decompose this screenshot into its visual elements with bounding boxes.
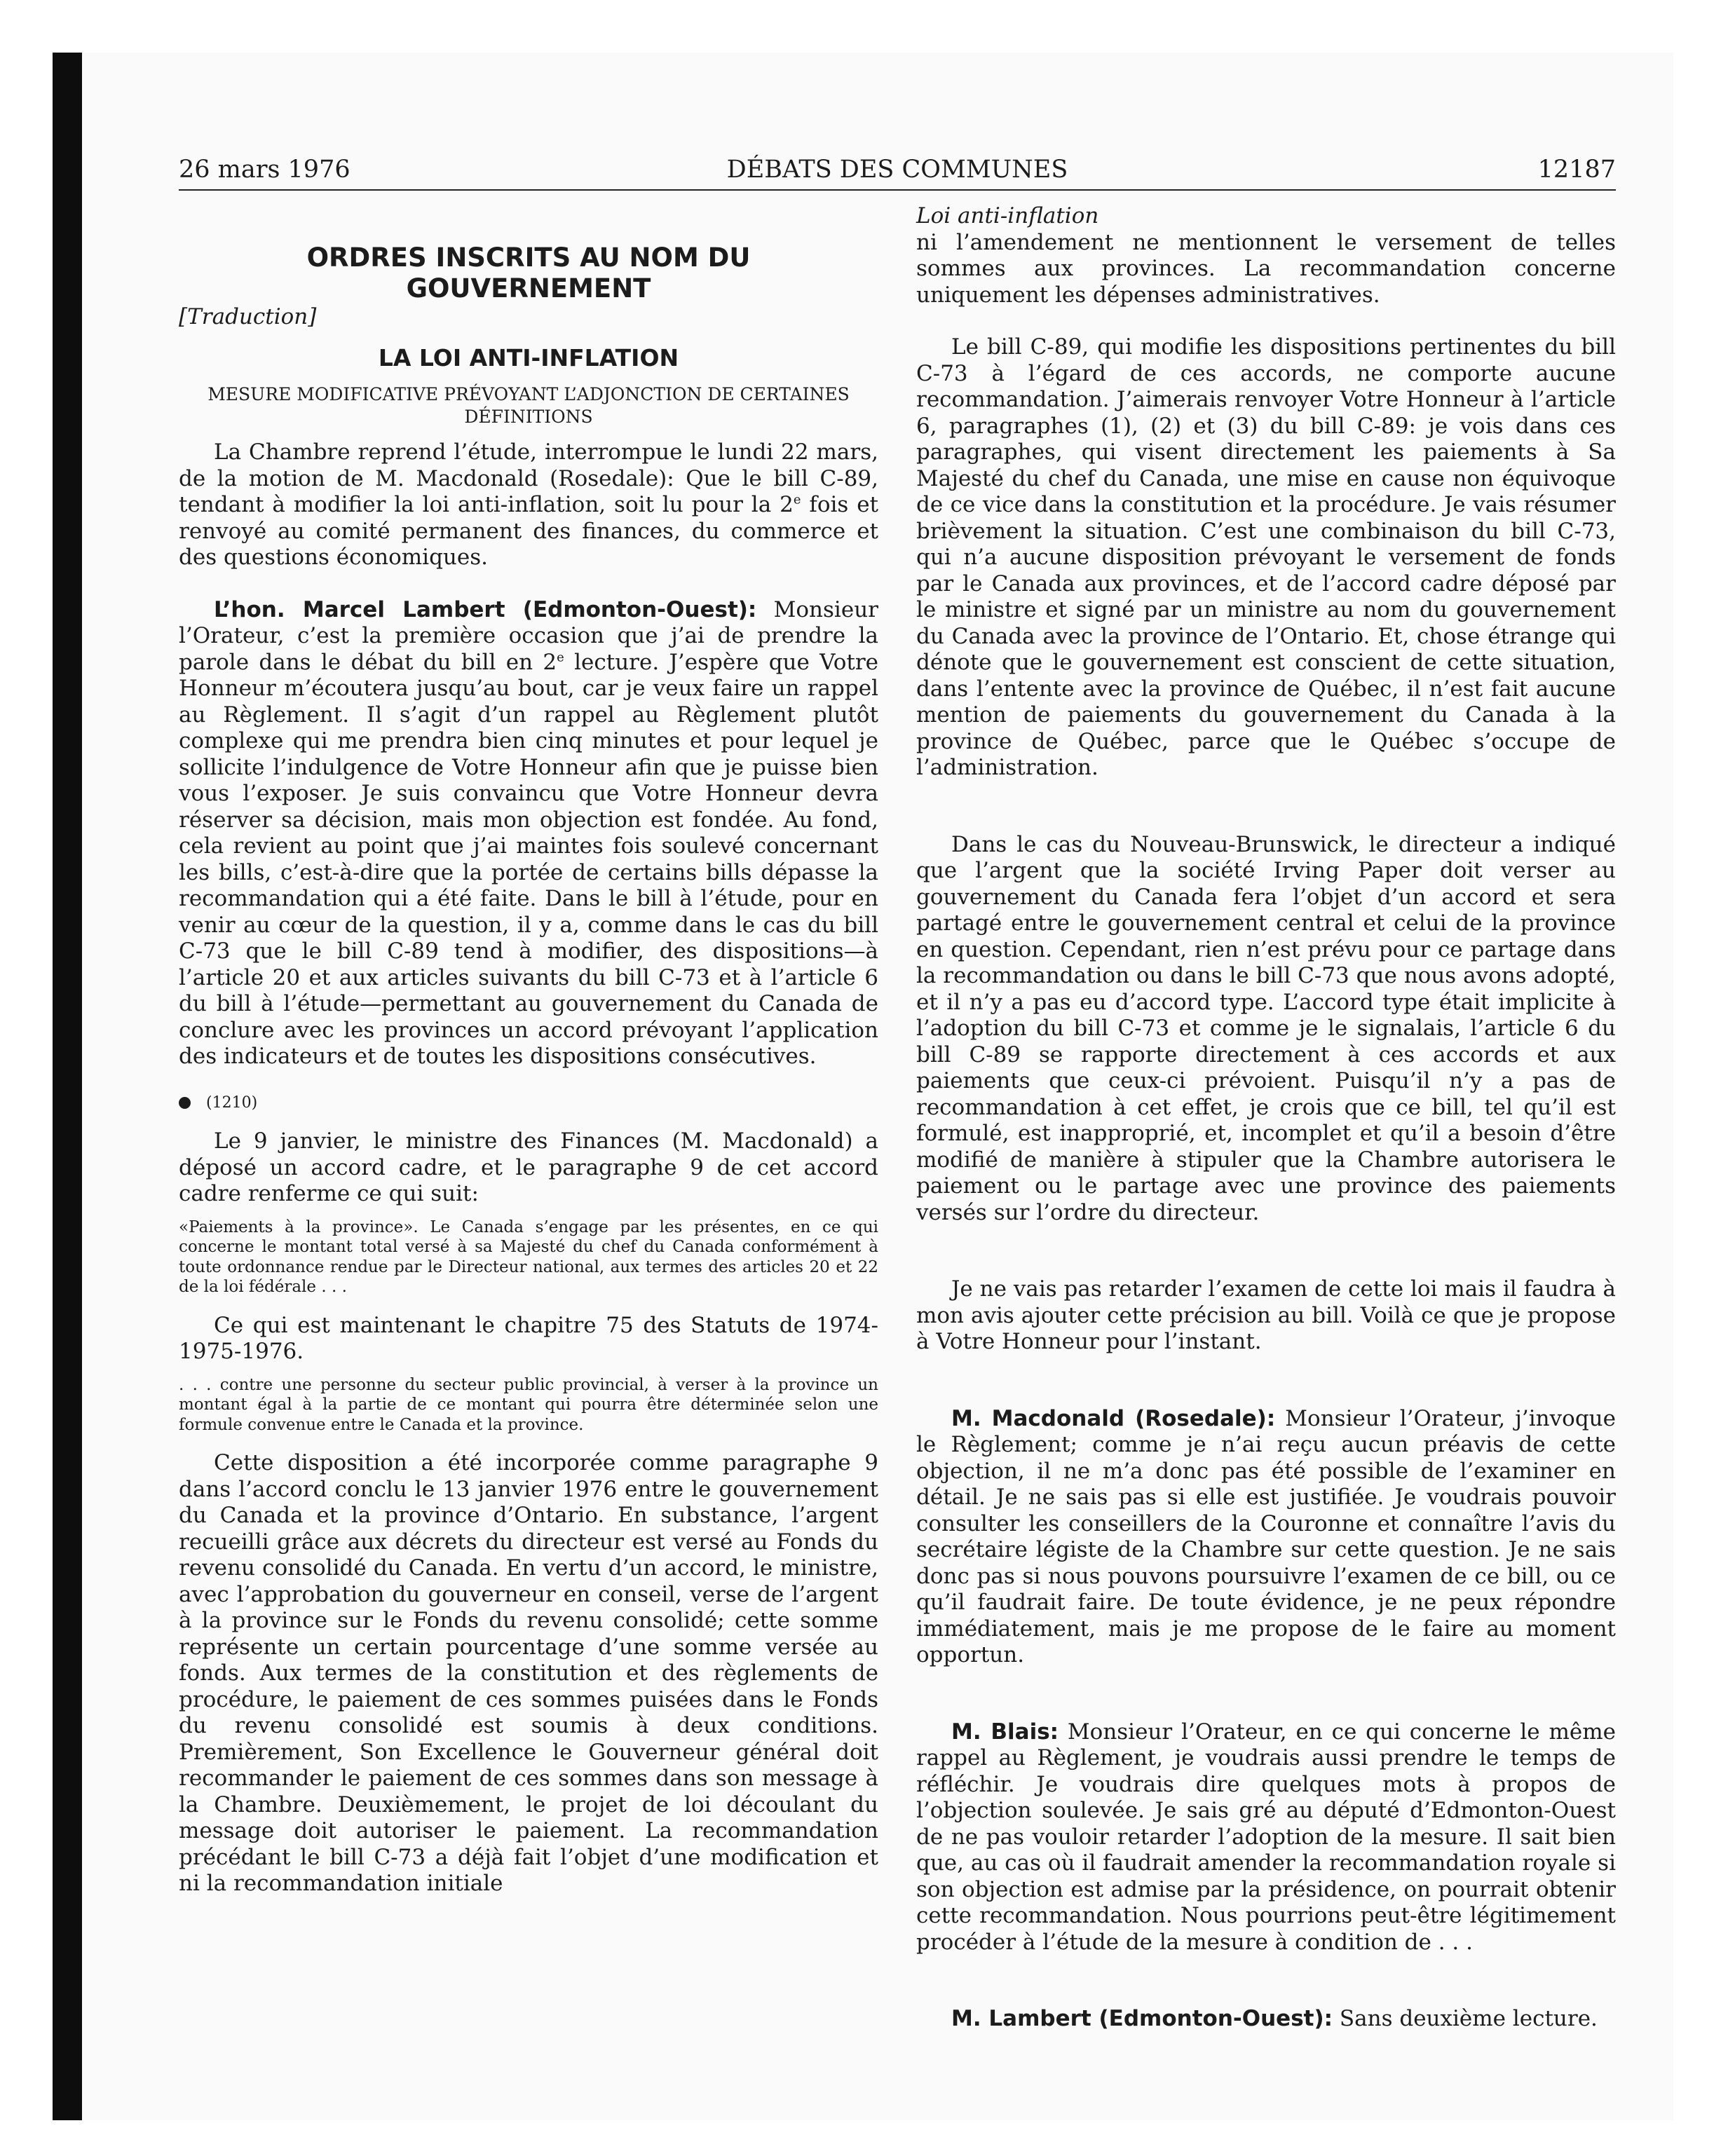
- page-number: 12187: [1537, 156, 1616, 184]
- bullet-icon: [179, 1097, 191, 1109]
- scan-border: [53, 53, 82, 2120]
- header-date: 26 mars 1976: [179, 156, 351, 184]
- column-caption: Loi anti-inflation: [916, 203, 1099, 228]
- paragraph-chapter: Ce qui est maintenant le chapitre 75 des Statuts de 1974-1975-1976.: [179, 1312, 878, 1364]
- block-quote: «Paiements à la province». Le Canada s’engage par les présentes, en ce qui concerne le montant total versé à sa Majesté du chef du Canada conformément à toute ordonnance rendue par le Directeur national, aux termes des articles 20 et 22 de la loi fédérale . . .: [179, 1217, 878, 1296]
- speaker-name: L’hon. Marcel Lambert (Edmonton-Ouest):: [214, 596, 757, 622]
- time-marker: (1210): [179, 1090, 878, 1117]
- paragraph-blais: M. Blais: Monsieur l’Orateur, en ce qui concerne le même rappel au Règlement, je voudrais aussi prendre le temps de réfléchir. Je voudrais dire quelques mots à propos de l’objection soulevée. Je sais gré au député d’Edmonton-Ouest de ne pas vouloir retarder l’adoption de la mesure. Il sait bien que, au cas où il faudrait amender la recommandation royale si son objection est admise par la présidence, on pourrait obtenir cette recommandation. Nous pourrions peut-être légitimement procéder à l’étude de la mesure à condition de . . .: [916, 1719, 1616, 1955]
- header-title: DÉBATS DES COMMUNES: [726, 156, 1068, 184]
- sub-heading: MESURE MODIFICATIVE PRÉVOYANT L’ADJONCTION DE CERTAINES DÉFINITIONS: [207, 384, 850, 427]
- block-quote: . . . contre une personne du secteur public provincial, à verser à la province un montant égal à la partie de ce montant qui pourra être déterminée selon une formule convenue entre le Canada et la province.: [179, 1375, 878, 1434]
- running-header: [179, 156, 1616, 191]
- bill-heading: LA LOI ANTI-INFLATION: [378, 343, 679, 371]
- right-column: [916, 203, 1616, 2033]
- section-heading: ORDRES INSCRITS AU NOM DU GOUVERNEMENT: [306, 243, 751, 303]
- paragraph-motion: La Chambre reprend l’étude, interrompue le lundi 22 mars, de la motion de M. Macdonald (Rosedale): Que le bill C-89, tendant à modifier la loi anti-inflation, soit lu pour la 2e fois et renvoyé au comité permanent des finances, du commerce et des questions économiques.: [179, 439, 878, 570]
- paragraph-accord: Le 9 janvier, le ministre des Finances (M. Macdonald) a déposé un accord cadre, et le paragraphe 9 de cet accord cadre renferme ce qui suit:: [179, 1128, 878, 1206]
- paragraph-continued: ni l’amendement ne mentionnent le versement de telles sommes aux provinces. La recommandation concerne uniquement les dépenses administratives.: [916, 229, 1616, 308]
- speaker-name: M. Blais:: [951, 1719, 1059, 1745]
- speaker-name: M. Lambert (Edmonton-Ouest):: [951, 2006, 1333, 2031]
- speaker-name: M. Macdonald (Rosedale):: [951, 1405, 1276, 1431]
- left-column: [179, 203, 878, 1897]
- paragraph-lambert-reply: M. Lambert (Edmonton-Ouest): Sans deuxième lecture.: [951, 2006, 1598, 2031]
- paragraph-nouveau-brunswick: Dans le cas du Nouveau-Brunswick, le directeur a indiqué que l’argent que la société Irving Paper doit verser au gouvernement du Canada fera l’objet d’un accord et sera partagé entre le gouvernement central et celui de la province en question. Cependant, rien n’est prévu pour ce partage dans la recommandation ou dans le bill C-73 que nous avons adopté, et il n’y a pas eu d’accord type. L’accord type était implicite à l’adoption du bill C-73 et comme je le signalais, l’article 6 du bill C-89 se rapporte directement à ces accords et aux paiements que ceux-ci prévoient. Puisqu’il n’y a pas de recommandation à cet effet, je crois que ce bill, tel qu’il est formulé, est inapproprié, et, incomplet et qu’il a besoin d’être modifié de manière à stipuler que la Chambre autorisera le paiement ou le partage avec une province des paiements versés sur l’ordre du directeur.: [916, 831, 1616, 1225]
- paragraph-macdonald: M. Macdonald (Rosedale): Monsieur l’Orateur, j’invoque le Règlement; comme je n’ai reçu aucun préavis de cette objection, il ne m’a donc pas été possible de l’examiner en détail. Je ne sais pas si elle est justifiée. Je voudrais pouvoir consulter les conseillers de la Couronne et connaître l’avis du secrétaire légiste de la Chambre sur cette question. Je ne sais donc pas si nous pouvons poursuivre l’examen de ce bill, ou ce qu’il faudrait faire. De toute évidence, je ne peux répondre immédiatement, mais je me propose de le faire au moment opportun.: [916, 1405, 1616, 1667]
- paragraph-bill-c89: Le bill C-89, qui modifie les dispositions pertinentes du bill C-73 à l’égard de ces accords, ne comporte aucune recommandation. J’aimerais renvoyer Votre Honneur à l’article 6, paragraphes (1), (2) et (3) du bill C-89: je vois dans ces paragraphes, qui visent directement les paiements à Sa Majesté du chef du Canada, une mise en cause non équivoque de ce vice dans la constitution et la procédure. Je vais résumer brièvement la situation. C’est une combinaison du bill C-73, qui n’a aucune disposition prévoyant le versement de fonds par le Canada aux provinces, et de l’accord cadre déposé par le ministre et signé par un ministre au nom du gouvernement du Canada avec la province de l’Ontario. Et, chose étrange qui dénote que le gouvernement est conscient de cette situation, dans l’entente avec la province de Québec, il n’est fait aucune mention de paiements du gouvernement du Canada à la province de Québec, parce que le Québec s’occupe de l’administration.: [916, 334, 1616, 780]
- paragraph-conclusion: Je ne vais pas retarder l’examen de cette loi mais il faudra à mon avis ajouter cette précision au bill. Voilà ce que je propose à Votre Honneur pour l’instant.: [916, 1276, 1616, 1354]
- paragraph-lambert: L’hon. Marcel Lambert (Edmonton-Ouest): Monsieur l’Orateur, c’est la première occasion que j’ai de prendre la parole dans le débat du bill en 2e lecture. J’espère que Votre Honneur m’écoutera jusqu’au bout, car je veux faire un rappel au Règlement. Il s’agit d’un rappel au Règlement plutôt complexe qui me prendra bien cinq minutes et pour lequel je sollicite l’indulgence de Votre Honneur afin que je puisse bien vous l’exposer. Je suis convaincu que Votre Honneur devra réserver sa décision, mais mon objection est fondée. Au fond, cela revient au point que j’ai maintes fois soulevé concernant les bills, c’est-à-dire que la portée de certains bills dépasse la recommandation qui a été faite. Dans le bill à l’étude, pour en venir au cœur de la question, il y a, comme dans le cas du bill C-73 que le bill C-89 tend à modifier, des dispositions—à l’article 20 et aux articles suivants du bill C-73 et à l’article 6 du bill à l’étude—permettant au gouvernement du Canada de conclure avec les provinces un accord prévoyant l’application des indicateurs et de toutes les dispositions consécutives.: [179, 596, 878, 1069]
- translation-note: [Traduction]: [179, 304, 317, 329]
- paragraph-disposition: Cette disposition a été incorporée comme paragraphe 9 dans l’accord conclu le 13 janvier 1976 entre le gouvernement du Canada et la province d’Ontario. En substance, l’argent recueilli grâce aux décrets du directeur est versé au Fonds du revenu consolidé du Canada. En vertu d’un accord, le ministre, avec l’approbation du gouverneur en conseil, verse de l’argent à la province sur le Fonds du revenu consolidé; cette somme représente un certain pourcentage d’une somme versée au fonds. Aux termes de la constitution et des règlements de procédure, le paiement de ces sommes puisées dans le Fonds du revenu consolidé est soumis à deux conditions. Premièrement, Son Excellence le Gouverneur général doit recommander le paiement de ces sommes dans son message à la Chambre. Deuxièmement, le projet de loi découlant du message doit autoriser le paiement. La recommandation précédant le bill C-73 a déjà fait l’objet d’une modification et ni la recommandation initiale: [179, 1450, 878, 1896]
